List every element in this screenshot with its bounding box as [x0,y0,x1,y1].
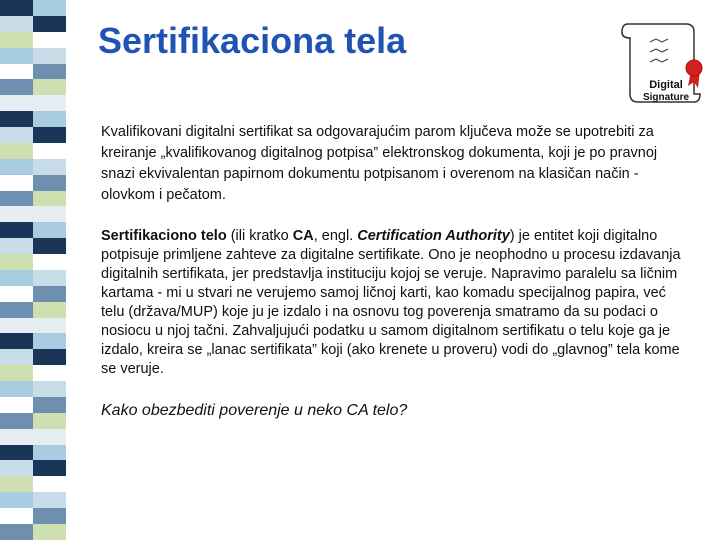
stripe-row [0,476,66,492]
paragraph-certification-authority: Sertifikaciono telo (ili kratko CA, engl. Certification Authority) je entitet koji digitalno potpisuje primljene zahteve za digitalne sertifikate. Ono je neophodno u procesu izdavanja digitalnih sertifikata, jer predstavlja instituciju kojoj se veruje. Napravimo paralelu sa ličnim kartama - mi u stvari ne verujemo samoj ličnoj karti, kao komadu specijalnog papira, već telu (država/MUP) koje ju je izdalo i na osnovu tog poverenja smatramo da su podaci o nosiocu u njoj tačni. Zahvaljujući podatku u samom digitalnom sertifikatu o telu koje ga je izdalo, kreira se „lanac sertifikata” koji (ako krenete u proveru) vodi do „glavnog” tela kome se veruje. [101,228,681,377]
stripe-row [0,111,66,127]
slide-content [101,122,691,442]
stripe-row [0,413,66,429]
stripe-row [0,349,66,365]
stripe-row [0,460,66,476]
stripe-row [0,429,66,445]
stripe-row [0,254,66,270]
stripe-row [0,16,66,32]
stripe-row [0,48,66,64]
stripe-row [0,286,66,302]
question-text: Kako obezbediti poverenje u neko CA telo? [101,402,408,419]
stripe-row [0,445,66,461]
stripe-row [0,270,66,286]
term-ca-abbr: CA [292,228,314,244]
page-title: Sertifikaciona tela [98,20,407,61]
stripe-row [0,508,66,524]
svg-text:Digital: Digital [649,79,683,91]
stripe-row [0,32,66,48]
stripe-row [0,397,66,413]
stripe-row [0,79,66,95]
stripe-row [0,302,66,318]
stripe-row [0,95,66,111]
decorative-stripe-bar [0,0,66,540]
stripe-row [0,333,66,349]
stripe-row [0,492,66,508]
digital-signature-scroll-icon [614,16,706,108]
stripe-row [0,159,66,175]
paragraph-qualified-certificate: Kvalifikovani digitalni sertifikat sa odgovarajućim parom ključeva može se upotrebiti za kreiranje „kvalifikovanog digitalnog potpisa” elektronskog dokumenta, koji je po pravnoj snazi ekvivalentan papirnom dokumentu potpisanom i overenom na klasičan način - olovkom i pečatom. [101,124,658,203]
term-certification-body: Sertifikaciono telo [101,228,227,244]
stripe-row [0,143,66,159]
stripe-row [0,524,66,540]
stripe-row [0,365,66,381]
stripe-row [0,381,66,397]
stripe-row [0,175,66,191]
stripe-row [0,206,66,222]
stripe-row [0,238,66,254]
stripe-row [0,318,66,334]
stripe-row [0,127,66,143]
stripe-row [0,191,66,207]
stripe-row [0,64,66,80]
svg-text:Signature: Signature [642,92,690,103]
stripe-row [0,0,66,16]
stripe-row [0,222,66,238]
term-english: Certification Authority [357,228,510,244]
